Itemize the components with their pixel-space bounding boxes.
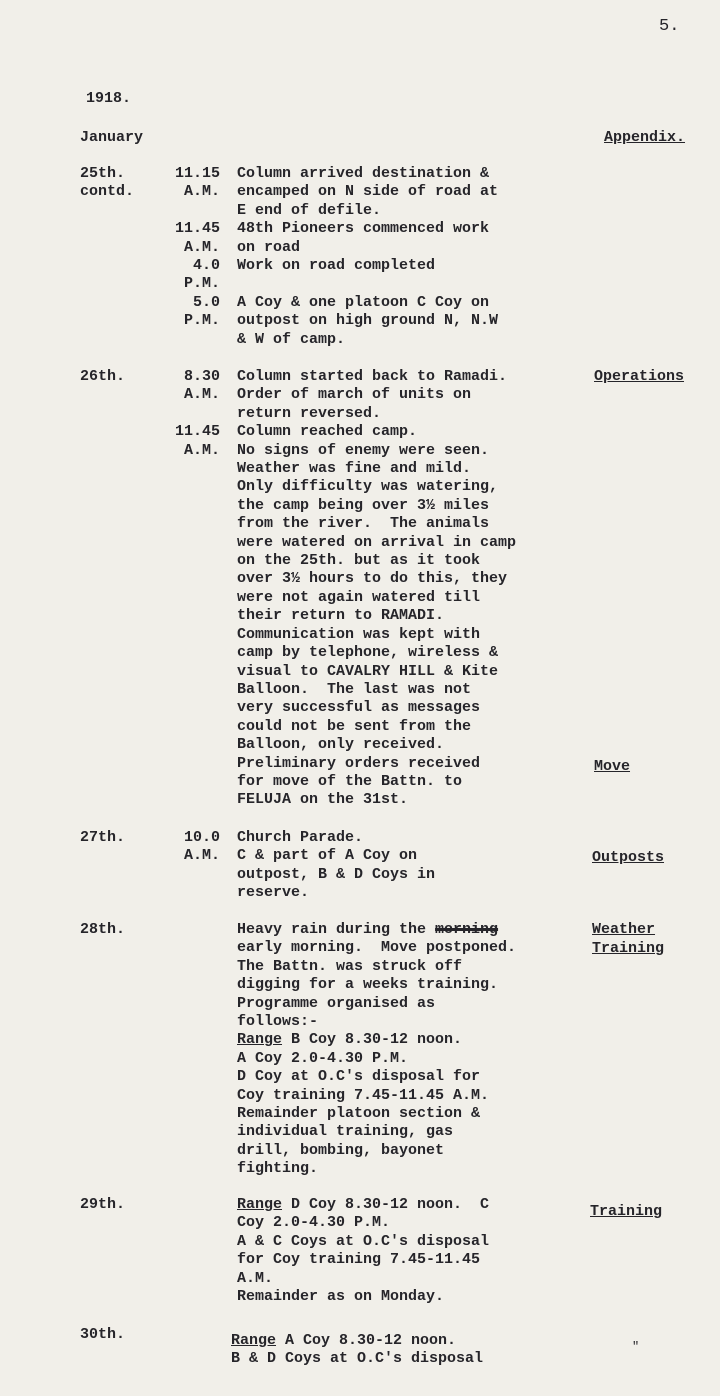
- appendix-ref-weather: Weather: [592, 921, 656, 938]
- entry-date: 27th.: [80, 829, 126, 846]
- entry-text: Range D Coy 8.30-12 noon. C Coy 2.0-4.30 P.M. A & C Coys at O.C's disposal for Coy training 7.45-11.45 A.M. Remainder as on Monday.: [237, 1196, 490, 1306]
- range-heading: Range: [231, 1332, 277, 1349]
- appendix-ref-training: Training: [590, 1203, 663, 1220]
- month-heading: January: [80, 129, 144, 146]
- entry-text: Church Parade. C & part of A Coy on outpost, B & D Coys in reserve.: [237, 829, 436, 902]
- appendix-ref-operations: Operations: [594, 368, 685, 385]
- entry-date: 30th.: [80, 1326, 126, 1343]
- range-heading: Range: [237, 1031, 283, 1049]
- entry-text: Column started back to Ramadi. Order of march of units on return reversed. Column reached camp. No signs of enemy were seen. Weather was fine and mild. Only difficulty was watering, the camp being over 3½ miles from the river. The animals were watered on arrival in camp on the 25th. but as it took over 3½ hours to do this, they were not again watered till their return to RAMADI. Communication was kept with camp by telephone, wireless & visual to CAVALRY HILL & Kite Balloon. The last was not very successful as messages could not be sent from the Balloon, only received. Preliminary orders received for move of the Battn. to FELUJA on the 31st.: [237, 368, 517, 809]
- year-heading: 1918.: [86, 90, 132, 107]
- entry-date: 25th. contd.: [80, 165, 135, 201]
- stray-mark: ": [632, 1340, 640, 1354]
- struck-word: morning: [435, 921, 499, 938]
- entry-date: 28th.: [80, 921, 126, 938]
- appendix-heading: Appendix.: [604, 129, 686, 146]
- page-number: 5.: [659, 17, 680, 36]
- entry-date: 29th.: [80, 1196, 126, 1213]
- entry-times: 8.30 A.M. 11.45 A.M.: [174, 368, 220, 459]
- entry-text: Heavy rain during the morning early morning. Move postponed. The Battn. was struck off digging for a weeks training. Programme organised as follows:- Range B Coy 8.30-12 noon. A Coy 2.0-4.30 P.M. D Coy at O.C's disposal for Coy training 7.45-11.45 A.M. Remainder platoon section & individual training, gas drill, bombing, bayonet fighting.: [237, 921, 517, 1178]
- appendix-ref-training: Training: [592, 940, 665, 957]
- entry-text: Column arrived destination & encamped on N side of road at E end of defile. 48th Pioneers commenced work on road Work on road completed A Coy & one platoon C Coy on outpost on high ground N, N.W & W of camp.: [237, 165, 499, 348]
- appendix-ref-move: Move: [594, 758, 631, 775]
- appendix-ref-outposts: Outposts: [592, 849, 665, 866]
- range-heading: Range: [237, 1196, 283, 1213]
- entry-times: 11.15 A.M. 11.45 A.M. 4.0 P.M. 5.0 P.M.: [174, 165, 220, 330]
- entry-text: Range A Coy 8.30-12 noon. B & D Coys at O.C's disposal: [231, 1332, 484, 1368]
- entry-date: 26th.: [80, 368, 126, 385]
- entry-times: 10.0 A.M.: [183, 829, 220, 865]
